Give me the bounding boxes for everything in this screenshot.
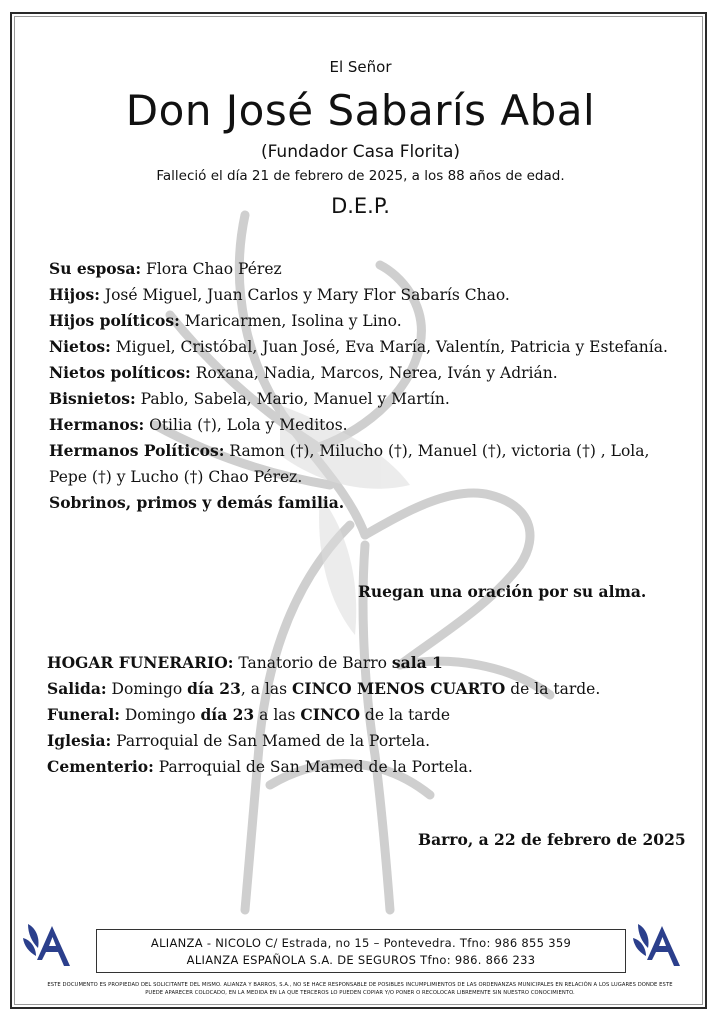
family-label: Hermanos Políticos: xyxy=(49,441,225,460)
legal-disclaimer: ESTE DOCUMENTO ES PROPIEDAD DEL SOLICITANTE DEL MISMO. ALIANZA Y BARROS, S.A., NO SE HACE RESPONSABLE DE POSIBLES INCUMPLIMIENTOS DE LAS ORDENANZAS MUNICIPALES EN RELACIÓN A LOS LUGARES DONDE ESTE PUEDE APARECER COLOCADO, EN LA MEDIDA EN LA QUE TERCEROS LO PUEDEN COPIAR Y/O PONER O RECOLOCAR LIBREMENTE SIN NUESTRO CONOCIMIENTO. xyxy=(47,982,673,996)
family-text: Flora Chao Pérez xyxy=(141,260,282,278)
service-cementerio: Cementerio: Parroquial de San Mamed de la Portela. xyxy=(47,757,473,776)
family-text: José Miguel, Juan Carlos y Mary Flor Sabarís Chao. xyxy=(99,286,510,304)
alianza-logo-icon xyxy=(632,920,686,970)
place-date: Barro, a 22 de febrero de 2025 xyxy=(418,830,686,849)
family-line-children-in-law xyxy=(49,308,689,334)
family-label: Hijos políticos: xyxy=(49,311,180,330)
honorific: El Señor xyxy=(329,58,392,76)
death-notice: Falleció el día 21 de febrero de 2025, a los 88 años de edad. xyxy=(156,168,565,184)
deceased-name: Don José Sabarís Abal xyxy=(125,86,596,135)
footer-line-2: ALIANZA ESPAÑOLA S.A. DE SEGUROS Tfno: 986. 866 233 xyxy=(186,953,536,967)
family-text: Otilia (†), Lola y Meditos. xyxy=(144,416,348,434)
service-iglesia: Iglesia: Parroquial de San Mamed de la Portela. xyxy=(47,731,431,750)
family-label: Hijos: xyxy=(49,285,100,304)
family-line-spouse xyxy=(49,256,689,282)
subtitle: (Fundador Casa Florita) xyxy=(260,142,461,162)
family-text: Ramon (†), Milucho (†), Manuel (†), victoria (†) , Lola, Pepe (†) y Lucho (†) Chao Pérez. xyxy=(49,442,650,486)
family-text: Roxana, Nadia, Marcos, Nerea, Iván y Adrián. xyxy=(190,364,558,382)
footer-line-1: ALIANZA - NICOLO C/ Estrada, no 15 – Pontevedra. Tfno: 986 855 359 xyxy=(150,936,572,950)
family-line-children xyxy=(49,282,689,308)
family-text: Miguel, Cristóbal, Juan José, Eva María, Valentín, Patricia y Estefanía. xyxy=(110,338,668,356)
family-line-grandchildren xyxy=(49,334,689,360)
dep-text: D.E.P. xyxy=(331,194,390,218)
service-salida: Salida: Domingo día 23, a las CINCO MENOS CUARTO de la tarde. xyxy=(47,679,601,698)
family-label: Nietos políticos: xyxy=(49,363,191,382)
alianza-logo-icon xyxy=(22,920,76,970)
family-closing: Sobrinos, primos y demás familia. xyxy=(49,493,345,512)
family-line-siblings-in-law xyxy=(49,438,674,490)
family-line-great-grandchildren xyxy=(49,386,689,412)
family-label: Nietos: xyxy=(49,337,111,356)
family-label: Bisnietos: xyxy=(49,389,136,408)
service-funeral: Funeral: Domingo día 23 a las CINCO de la tarde xyxy=(47,705,451,724)
family-label: Hermanos: xyxy=(49,415,145,434)
prayer-request: Ruegan una oración por su alma. xyxy=(358,582,647,601)
family-label: Su esposa: xyxy=(49,259,142,278)
family-line-grandchildren-in-law xyxy=(49,360,689,386)
family-text: Pablo, Sabela, Mario, Manuel y Martín. xyxy=(135,390,450,408)
family-text: Maricarmen, Isolina y Lino. xyxy=(179,312,402,330)
family-line-siblings xyxy=(49,412,689,438)
service-hogar: HOGAR FUNERARIO: Tanatorio de Barro sala 1 xyxy=(47,653,443,672)
